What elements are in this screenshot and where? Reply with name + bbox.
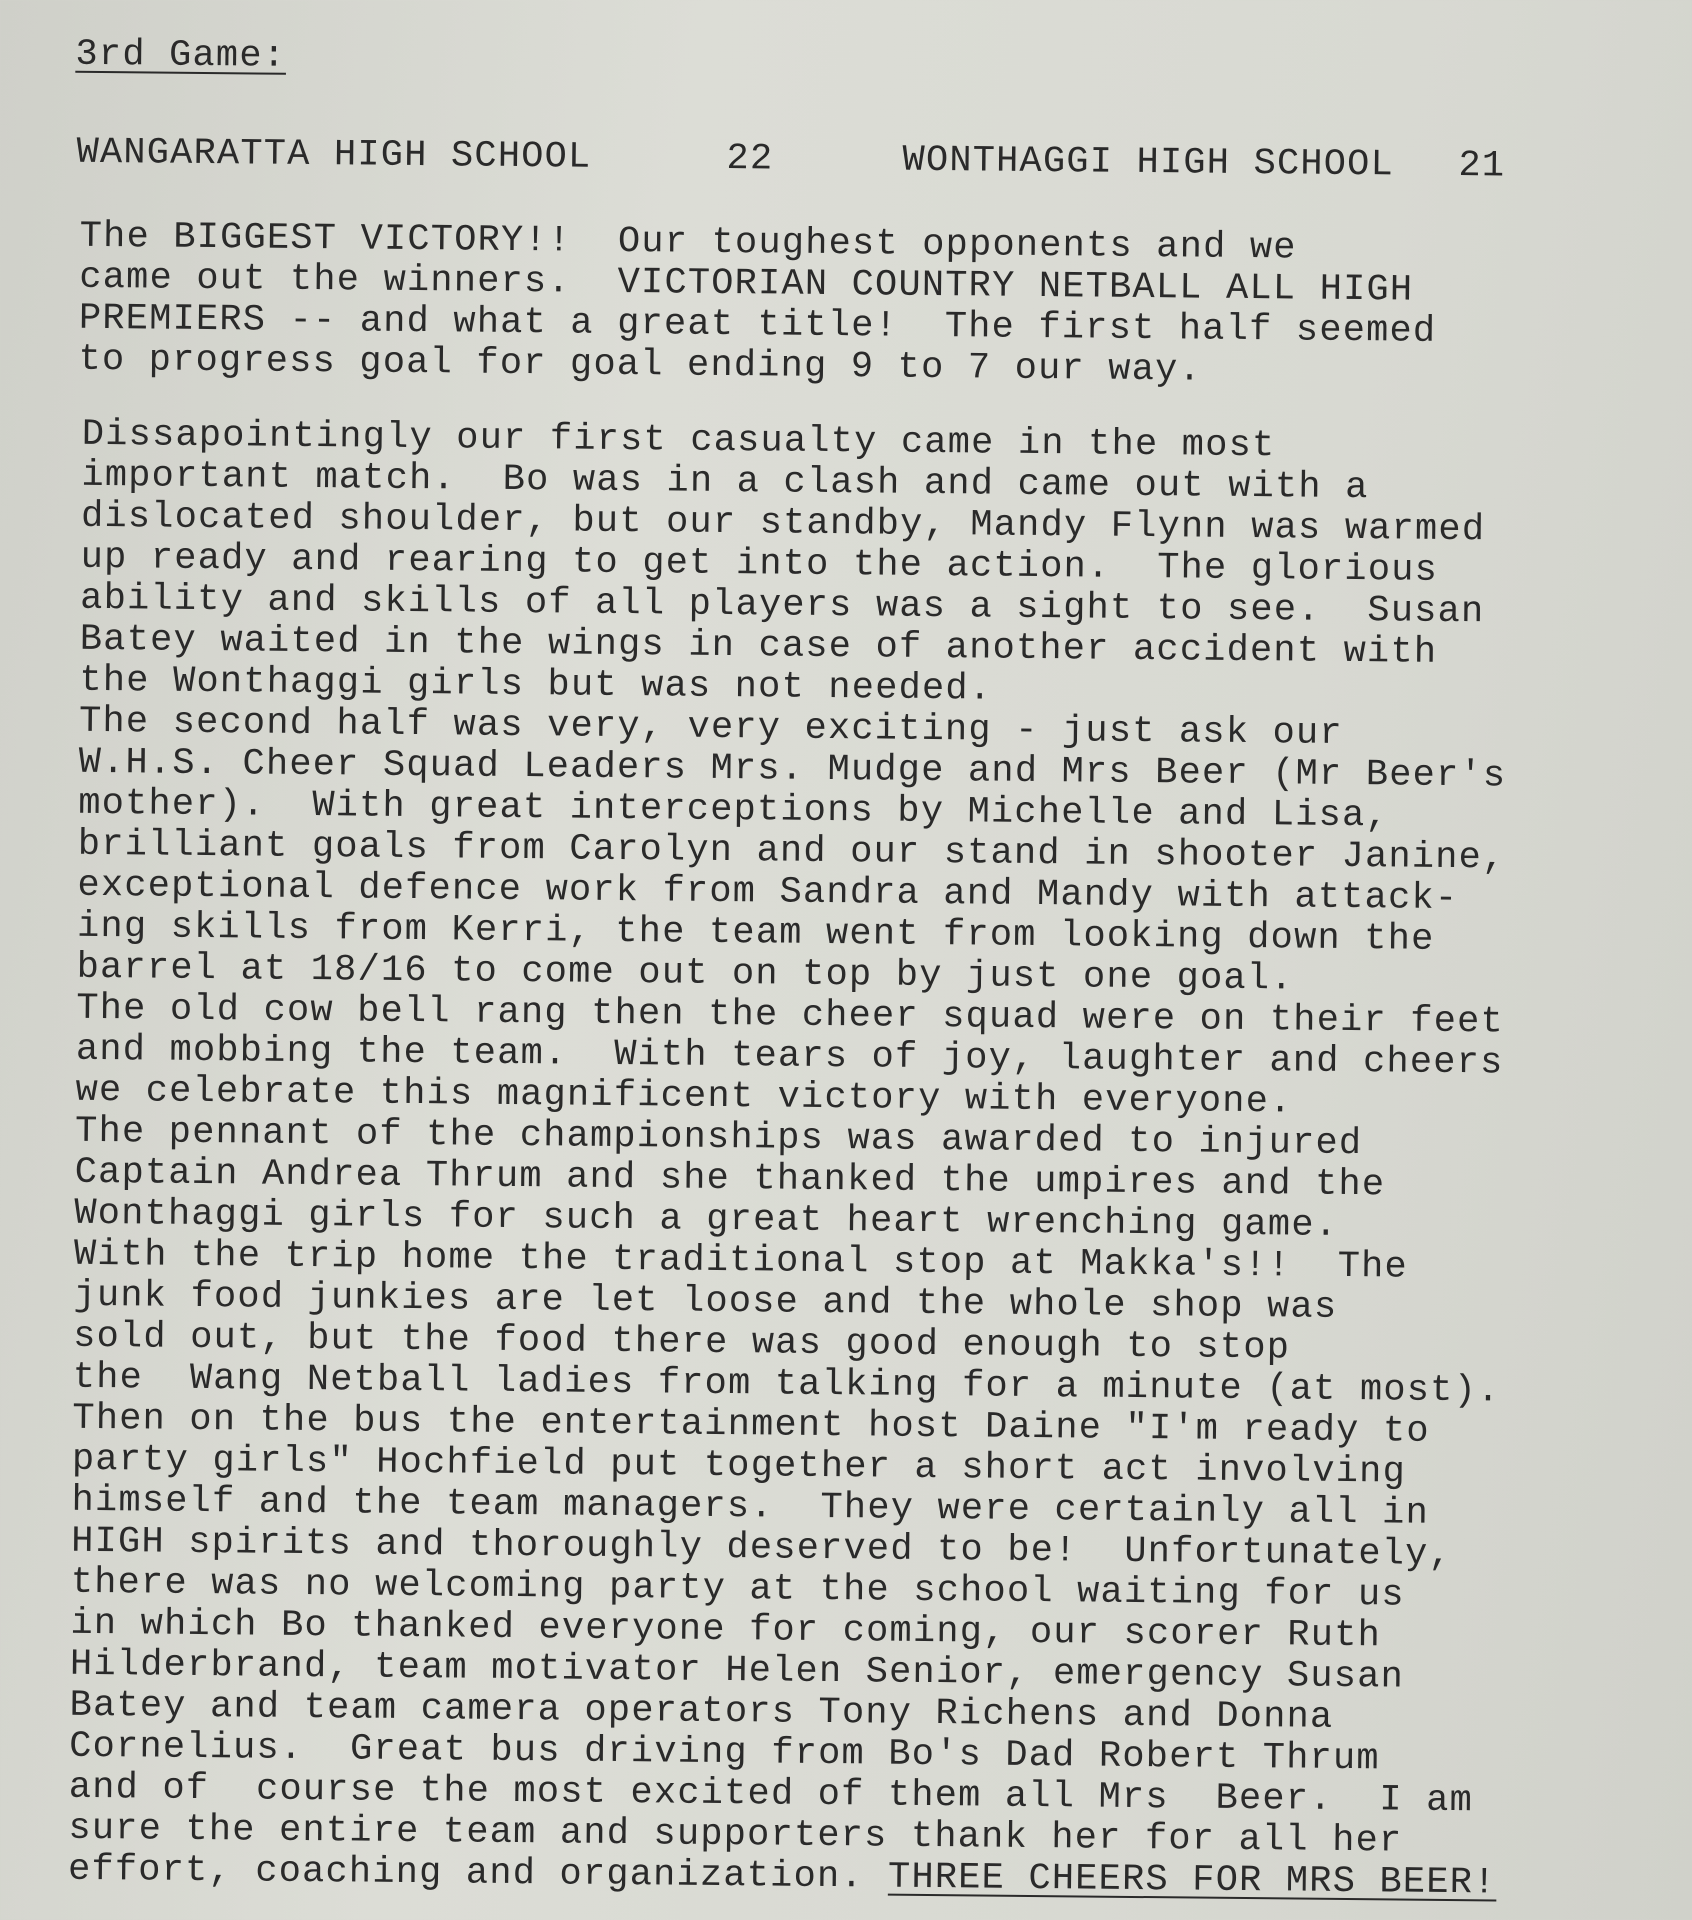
text-line: party girls" Hochfield put together a short act involving — [71, 1438, 1407, 1494]
text-line: Cornelius. Great bus driving from Bo's Dad Robert Thrum — [69, 1725, 1380, 1781]
away-team: WONTHAGGI HIGH SCHOOL — [902, 139, 1395, 187]
home-team: WANGARATTA HIGH SCHOOL — [76, 131, 592, 179]
text-line: Batey waited in the wings in case of another accident with — [79, 618, 1438, 674]
text-line: Dissapointingly our first casualty came in the most — [81, 413, 1276, 468]
text-line: himself and the team managers. They were certainly all in — [71, 1479, 1430, 1535]
text-line: and of course the most excited of them all Mrs Beer. I am — [68, 1766, 1474, 1823]
text-line: Then on the bus the entertainment host Daine "I'm ready to — [72, 1397, 1430, 1453]
text-line: The BIGGEST VICTORY!! Our toughest opponents and we — [79, 215, 1297, 270]
home-score: 22 — [726, 137, 774, 181]
text-line: W.H.S. Cheer Squad Leaders Mrs. Mudge and Mrs Beer (Mr Beer's — [78, 741, 1507, 798]
away-score: 21 — [1458, 145, 1506, 188]
text-line: dislocated shoulder, but our standby, Mandy Flynn was warmed — [80, 495, 1486, 552]
text-line: sold out, but the food there was good enough to stop — [72, 1315, 1291, 1370]
text-line: junk food junkies are let loose and the whole shop was — [73, 1274, 1338, 1329]
text-line: The old cow bell rang then the cheer squad were on their feet — [76, 987, 1505, 1044]
text-line: to progress goal for goal ending 9 to 7 our way. — [78, 338, 1203, 392]
text-line: and mobbing the team. With tears of joy, laughter and cheers — [75, 1028, 1504, 1085]
text-line: Captain Andrea Thrum and she thanked the umpires and the — [74, 1151, 1386, 1207]
text-line: ability and skills of all players was a sight to see. Susan — [80, 577, 1485, 634]
text-line: With the trip home the traditional stop at Makka's!! The — [73, 1233, 1409, 1289]
text-line: mother). With great interceptions by Michelle and Lisa, — [78, 782, 1390, 838]
text-line: we celebrate this magnificent victory with everyone. — [75, 1069, 1293, 1124]
text-line: The second half was very, very exciting - just ask our — [78, 700, 1344, 755]
text-line: the Wang Netball ladies from talking for a minute (at most). — [72, 1356, 1501, 1413]
text-line: PREMIERS -- and what a great title! The first half seemed — [78, 297, 1437, 353]
text-line: Batey and team camera operators Tony Richens and Donna — [69, 1684, 1334, 1739]
page-heading: 3rd Game: — [75, 33, 287, 78]
text-line: The pennant of the championships was awarded to injured — [74, 1110, 1363, 1166]
text-line: there was no welcoming party at the school waiting for us — [70, 1561, 1405, 1617]
text-line: effort, coaching and organization. — [67, 1848, 864, 1899]
closing-cheer: THREE CHEERS FOR MRS BEER! — [887, 1856, 1497, 1905]
text-line: the Wonthaggi girls but was not needed. — [79, 659, 993, 711]
text-line: barrel at 18/16 to come out on top by just one goal. — [76, 946, 1294, 1001]
text-line: important match. Bo was in a clash and came out with a — [81, 454, 1369, 510]
text-line: up ready and rearing to get into the action. The glorious — [80, 536, 1439, 592]
text-line: sure the entire team and supporters thank her for all her — [68, 1807, 1403, 1863]
text-line: brilliant goals from Carolyn and our stand in shooter Janine, — [77, 823, 1506, 880]
text-line: Hilderbrand, team motivator Helen Senior, emergency Susan — [69, 1643, 1405, 1699]
text-line: Wonthaggi girls for such a great heart wrenching game. — [74, 1192, 1339, 1247]
text-line: in which Bo thanked everyone for coming, our scorer Ruth — [70, 1602, 1382, 1658]
text-line: ing skills from Kerri, the team went from looking down the — [76, 905, 1435, 961]
text-line: HIGH spirits and thoroughly deserved to be! Unfortunately, — [71, 1520, 1453, 1577]
text-line: exceptional defence work from Sandra and Mandy with attack- — [77, 864, 1459, 921]
text-line: came out the winners. VICTORIAN COUNTRY NETBALL ALL HIGH — [79, 256, 1414, 312]
